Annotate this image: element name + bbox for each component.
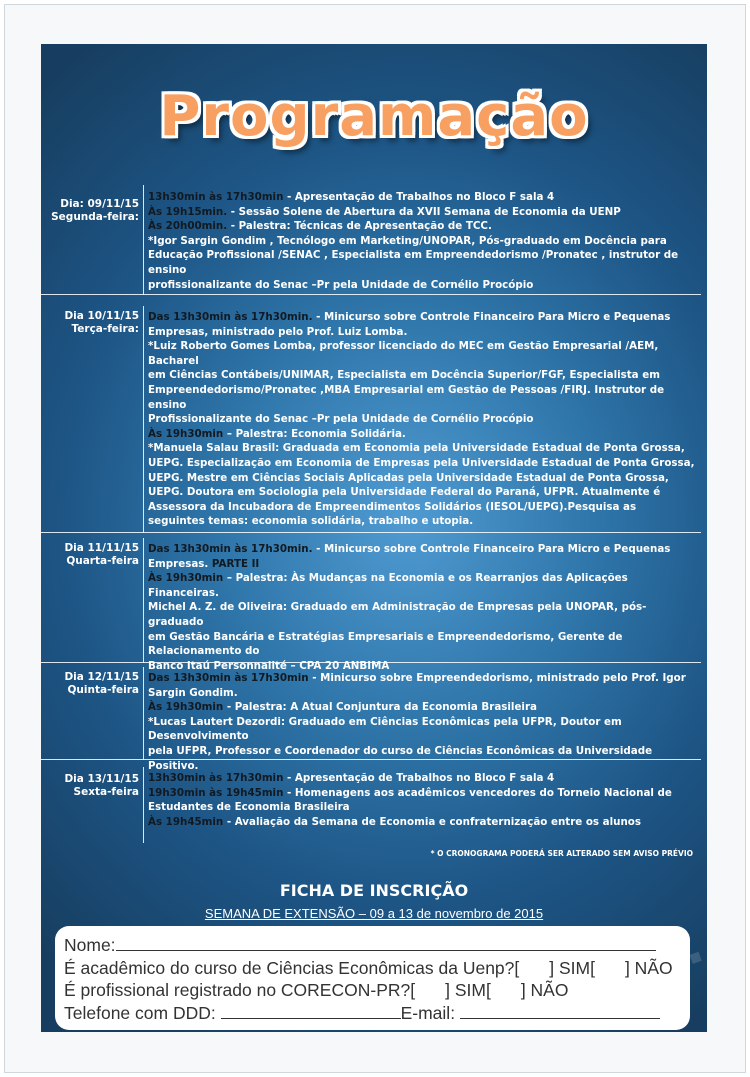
schedule-line xyxy=(148,219,696,234)
registration-title: FICHA DE INSCRIÇÃO xyxy=(279,881,469,900)
day-weekday: Segunda-feira: xyxy=(51,211,139,223)
day-content xyxy=(148,671,696,773)
description: - Apresentação de Trabalhos no Bloco F sala 4 xyxy=(283,191,555,203)
description: - Apresentação de Trabalhos no Bloco F sala 4 xyxy=(283,772,555,784)
day-weekday: Quinta-feira xyxy=(67,684,139,696)
time: Às 19h15min. xyxy=(148,205,228,218)
schedule-line xyxy=(148,278,696,293)
academic-question: É acadêmico do curso de Ciências Econômicas da Uenp?[ xyxy=(64,957,520,978)
schedule-line xyxy=(148,234,696,278)
schedule-line xyxy=(148,427,696,442)
description: Profissionalizante do Senac –Pr pela Unidade de Cornélio Procópio xyxy=(148,413,534,426)
form-row-academic xyxy=(64,957,690,980)
schedule-note: * O CRONOGRAMA PODERÁ SER ALTERADO SEM AVISO PRÉVIO xyxy=(430,849,693,858)
time: 13h30min às 17h30min xyxy=(148,191,284,203)
description: em Ciências Contábeis/UNIMAR, Especialista em Docência Superior/FGF, Especialista em Empreendedorismo/Pronatec ,MBA Empresarial em Gestão de Pessoas /FIRJ. Instrutor de ensino xyxy=(148,369,665,411)
form-row-professional xyxy=(64,979,690,1002)
description: - Homenagens aos acadêmicos vencedores do Torneio Nacional de Estudantes de Economia Brasileira xyxy=(148,786,672,814)
day-weekday: Terça-feira: xyxy=(71,323,139,335)
schedule-day-3 xyxy=(41,538,701,672)
day-weekday: Sexta-feira xyxy=(73,786,139,798)
divider-vertical xyxy=(143,185,144,295)
day-date: Dia: 09/11/15 xyxy=(60,198,139,210)
yes-label: ] SIM[ xyxy=(549,957,595,978)
description: – Palestra: Às Mudanças na Economia e os Rearranjos das Aplicações Financeiras. xyxy=(148,572,628,599)
poster-title: Programação xyxy=(159,84,589,149)
schedule-line xyxy=(148,339,696,368)
day-date: Dia 12/11/15 xyxy=(64,671,139,683)
description: - Minicurso sobre Controle Financeiro Para Micro e Pequenas Empresas, ministrado pelo Prof. Luiz Lomba. xyxy=(148,311,671,338)
yes-label: ] SIM[ xyxy=(445,980,491,1000)
name-field[interactable] xyxy=(116,934,656,951)
day-weekday: Quarta-feira xyxy=(66,555,139,567)
time: 13h30min às 17h30min xyxy=(148,772,284,784)
day-content xyxy=(148,542,696,673)
description: Banco Itaú Personnalité – CPA 20 ANBIMA xyxy=(148,659,390,672)
day-date: Dia 10/11/15 xyxy=(64,310,139,322)
description: - Sessão Solene de Abertura da XVII Semana de Economia da UENP xyxy=(227,205,621,218)
schedule-line xyxy=(148,368,696,412)
time: Das 13h30min às 17h30min. xyxy=(148,311,313,323)
name-label: Nome: xyxy=(64,935,116,955)
schedule-line xyxy=(148,715,696,744)
description: *Luiz Roberto Gomes Lomba, professor licenciado do MEC em Gestão Empresarial /AEM, Bacharel xyxy=(148,340,659,367)
day-label xyxy=(47,542,139,568)
no-label: ] NÃO xyxy=(624,957,673,978)
time: Às 19h30min xyxy=(148,572,224,585)
day-label xyxy=(47,773,139,799)
event-subtitle: SEMANA DE EXTENSÃO – 09 a 13 de novembro de 2015 xyxy=(204,906,544,921)
form-row-contact xyxy=(64,1002,690,1025)
time: 19h30min às 19h45min xyxy=(148,786,284,799)
time: Às 19h30min xyxy=(148,701,224,714)
schedule-line xyxy=(148,441,696,529)
day-date: Dia 11/11/15 xyxy=(64,542,139,554)
phone-field[interactable] xyxy=(221,1002,401,1019)
divider-vertical xyxy=(143,538,144,663)
registration-form xyxy=(55,926,690,1030)
description: *Igor Sargin Gondim , Tecnólogo em Marketing/UNOPAR, Pós-graduado em Docência para Educação Profissional /SENAC , Especialista em Empreendedorismo /Pronatec , instrutor de ensino xyxy=(148,234,679,276)
schedule-line xyxy=(148,205,696,220)
schedule-line xyxy=(148,671,696,700)
schedule-line xyxy=(148,412,696,427)
time: Das 13h30min às 17h30min xyxy=(148,672,309,684)
divider-horizontal xyxy=(41,532,701,533)
divider-vertical xyxy=(143,767,144,843)
description: *Lucas Lautert Dezordi: Graduado em Ciências Econômicas pela UFPR, Doutor em Desenvolvimento xyxy=(148,715,622,743)
professional-question: É profissional registrado no CORECON-PR?[ xyxy=(64,980,416,1000)
email-field[interactable] xyxy=(460,1002,660,1019)
time: Às 20h00min. xyxy=(148,220,228,233)
day-content xyxy=(148,771,696,829)
schedule-line xyxy=(148,600,696,629)
divider-vertical xyxy=(143,667,144,760)
schedule-line xyxy=(148,786,696,815)
description: em Gestão Bancária e Estratégias Empresariais e Empreendedorismo, Gerente de Relacionamento do xyxy=(148,630,623,658)
description: - Palestra: A Atual Conjuntura da Economia Brasileira xyxy=(223,701,537,714)
schedule-line xyxy=(148,310,696,339)
schedule-day-1 xyxy=(41,185,701,295)
day-content xyxy=(148,190,696,292)
day-label xyxy=(47,310,139,336)
schedule-line xyxy=(148,630,696,659)
schedule-line xyxy=(148,571,696,600)
description: – Palestra: Economia Solidária. xyxy=(223,427,406,440)
part-label: PARTE II xyxy=(208,557,260,570)
schedule-day-2 xyxy=(41,306,701,533)
day-date: Dia 13/11/15 xyxy=(64,773,139,785)
day-label xyxy=(47,198,139,224)
time: Às 19h30min xyxy=(148,427,224,440)
divider-vertical xyxy=(143,306,144,533)
poster xyxy=(41,44,707,1032)
time: Às 19h45min xyxy=(148,815,224,828)
email-label: E-mail: xyxy=(400,1002,456,1023)
form-row-name xyxy=(64,934,690,957)
description: Michel A. Z. de Oliveira: Graduado em Administração de Empresas pela UNOPAR, pós-graduado xyxy=(148,601,647,628)
schedule-line xyxy=(148,190,696,205)
phone-label: Telefone com DDD: xyxy=(64,1002,216,1023)
time: Das 13h30min às 17h30min. xyxy=(148,543,313,555)
no-label: ] NÃO xyxy=(520,980,569,1000)
schedule-line xyxy=(148,815,696,830)
day-label xyxy=(47,671,139,697)
schedule-line xyxy=(148,771,696,786)
description: pela UFPR, Professor e Coordenador do curso de Ciências Econômicas da Universidade Positivo. xyxy=(148,744,653,772)
schedule-day-4 xyxy=(41,667,701,772)
divider-horizontal xyxy=(41,294,701,295)
description: - Minicurso sobre Empreendedorismo, ministrado pelo Prof. Igor Sargin Gondim. xyxy=(148,672,686,699)
description: profissionalizante do Senac –Pr pela Unidade de Cornélio Procópio xyxy=(148,278,534,291)
schedule-line xyxy=(148,700,696,715)
schedule-day-5 xyxy=(41,767,701,849)
day-content xyxy=(148,310,696,529)
description: - Minicurso sobre Controle Financeiro Para Micro e Pequenas Empresas. xyxy=(148,543,671,570)
description: *Manuela Salau Brasil: Graduada em Economia pela Universidade Estadual de Ponta Grossa, UEPG. Especialização em Economia de Empresas pela Universidade Estadual de Ponta Grossa, UEPG. Mestre em Ciências Sociais Aplicadas pela Universidade Estadual de Ponta Grossa, UEPG. Doutora em Sociologia pela Universidade Federal do Paraná, UFPR. Atualmente é Assessora da Incubadora de Empreendimentos Solidários (IESOL/UEPG).Pesquisa as seguintes temas: economia solidária, trabalho e utopia. xyxy=(148,442,695,528)
schedule-line xyxy=(148,542,696,571)
description: - Avaliação da Semana de Economia e confraternização entre os alunos xyxy=(223,815,641,828)
description: - Palestra: Técnicas de Apresentação de TCC. xyxy=(227,220,492,233)
